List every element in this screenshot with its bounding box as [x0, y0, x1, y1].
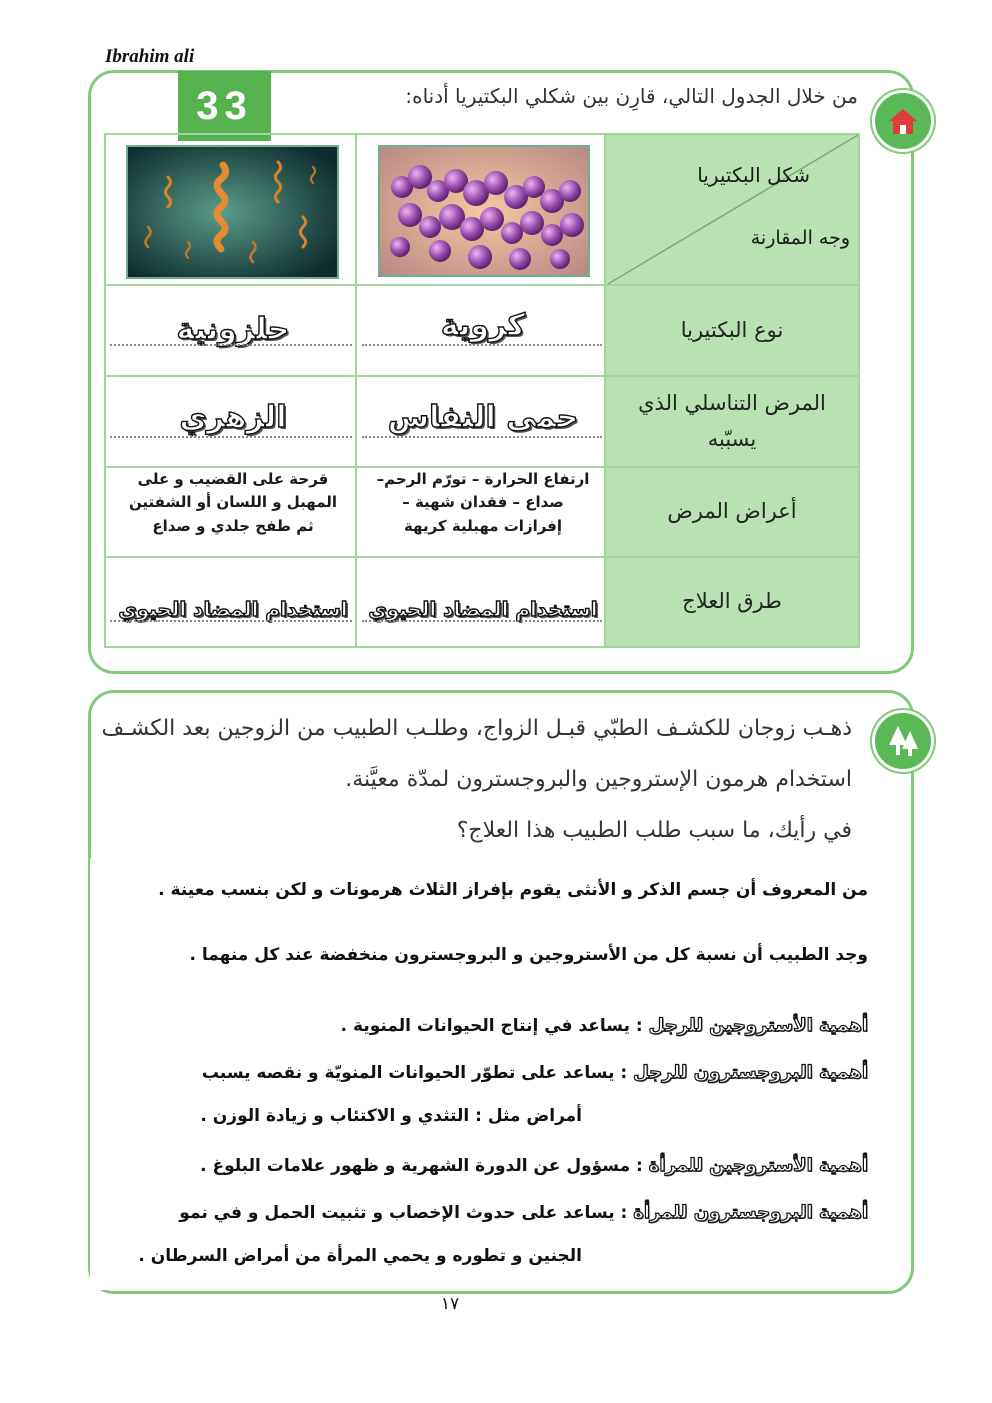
symptom-line: ثم طفح جلدي و صداع: [152, 516, 314, 535]
trees-icon: [872, 710, 934, 772]
answer-item-progesterone-women-cont: الجنين و تطوره و يحمي المرأة من أمراض السرطان .: [138, 1246, 582, 1266]
item-heading: أهمية البروجسترون للمرأة: [633, 1202, 868, 1223]
item-heading: أهمية البروجسترون للرجل: [633, 1062, 868, 1083]
answer-paragraph-2: وجد الطبيب أن نسبة كل من الأستروجين و البروجسترون منخفضة عند كل منهما .: [189, 945, 868, 965]
answer-item-progesterone-women: [179, 1202, 868, 1223]
author-name: Ibrahim ali: [105, 46, 195, 67]
symptoms-col2: [108, 468, 358, 538]
house-icon: [872, 90, 934, 152]
dotted-line: [362, 620, 602, 622]
table-header-diagonal-cell: [606, 133, 860, 286]
spiral-bacteria-image: [126, 145, 339, 279]
row-label-treatment: طرق العلاج: [606, 558, 860, 648]
symptom-line: ارتفاع الحرارة – تورّم الرحم–: [376, 470, 590, 488]
answer-disease-col2: الزهري: [179, 400, 287, 435]
instruction-text: من خلال الجدول التالي، قارِن بين شكلي البكتيريا أدناه:: [405, 84, 858, 108]
page-number: ١٧: [440, 1294, 460, 1314]
item-text: : يساعد على حدوث الإخصاب و تثبيت الحمل و في نمو: [179, 1203, 634, 1223]
dotted-line: [110, 620, 352, 622]
answer-item-progesterone-men-cont: أمراض مثل : التثدي و الاكتئاب و زيادة الوزن .: [200, 1106, 582, 1126]
row-label-disease: المرض التناسلي الذي يسبّبه: [606, 377, 860, 468]
answer-disease-col1: حمى النفاس: [387, 400, 579, 435]
answer-type-col2: حلزونية: [176, 312, 290, 347]
question-line-1: ذهـب زوجان للكشـف الطبّي قبـل الزواج، وطلـب الطبيب من الزوجين بعد الكشـف: [101, 716, 852, 741]
symptoms-col1: [360, 468, 606, 538]
dotted-line: [110, 344, 352, 346]
symptom-line: صداع – فقدان شهية –: [402, 493, 564, 512]
answer-paragraph-1: من المعروف أن جسم الذكر و الأنثى يقوم بإفراز الثلاث هرمونات و لكن بنسب معينة .: [158, 880, 868, 900]
question-line-2: استخدام هرمون الإستروجين والبروجسترون لمدّة معيَّنة.: [345, 767, 852, 792]
exercise-number: 33: [178, 71, 271, 141]
diagonal-divider: [606, 133, 860, 286]
answer-treatment-col1: استخدام المضاد الحيوي: [368, 597, 598, 621]
item-text: : يساعد في إنتاج الحيوانات المنوية .: [340, 1016, 649, 1036]
row-label-symptoms: أعراض المرض: [606, 468, 860, 558]
symptom-line: إفرازات مهبلية كريهة: [403, 516, 563, 535]
cocci-bacteria-image: [378, 145, 590, 277]
dotted-line: [110, 436, 352, 438]
item-text: : يساعد على تطوّر الحيوانات المنويّة و نقصه يسبب: [201, 1063, 634, 1083]
answer-item-estrogen-men: [341, 1015, 868, 1036]
header-comparison-aspect: وجه المقارنة: [750, 227, 850, 249]
question-line-3: في رأيك، ما سبب طلب الطبيب هذا العلاج؟: [456, 818, 852, 843]
item-heading: أهمية الأستروجين للمرأة: [648, 1155, 868, 1176]
answer-treatment-col2: استخدام المضاد الحيوي: [118, 597, 348, 621]
row-label-bacteria-type: نوع البكتيريا: [606, 286, 860, 377]
answer-item-progesterone-men: [202, 1062, 868, 1083]
dotted-line: [362, 436, 602, 438]
answer-item-estrogen-women: [200, 1155, 868, 1176]
header-bacteria-shape: شكل البكتيريا: [697, 163, 810, 187]
item-text: : مسؤول عن الدورة الشهرية و ظهور علامات البلوغ .: [200, 1156, 649, 1176]
symptom-line: قرحة على القضيب و على: [137, 470, 329, 488]
symptom-line: المهبل و اللسان أو الشفتين: [128, 493, 338, 512]
answer-type-col1: كروية: [440, 308, 526, 343]
dotted-line: [362, 344, 602, 346]
item-heading: أهمية الأستروجين للرجل: [648, 1015, 868, 1036]
